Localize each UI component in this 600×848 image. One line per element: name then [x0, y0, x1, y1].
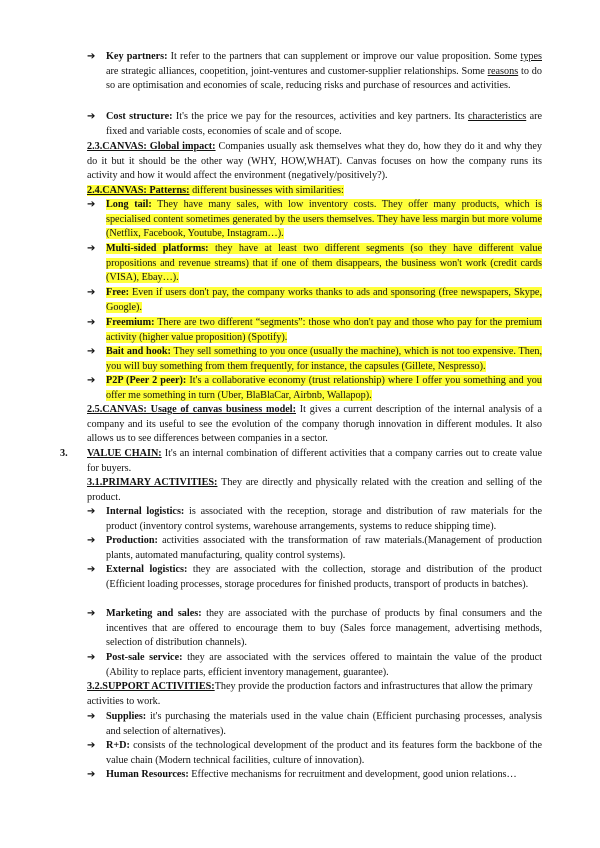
primary-activity-item: Internal logistics: is associated with the reception, storage and distribution of raw materials for the product (inventory control systems, warehouse arrangements, systems to reduce shipping time).: [106, 506, 542, 532]
arrow-bullet-icon: ➔: [87, 652, 96, 663]
activity-term: Human Resources:: [106, 769, 189, 780]
key-partners-term: Key partners:: [106, 51, 168, 62]
primary-activity-item: Post-sale service: they are associated with the services offered to maintain the value of the product (Ability to replace parts, efficient inventory management, guarantee).: [106, 652, 542, 678]
key-partners-item: Key partners: It refer to the partners that can supplement or improve our value proposition. Some types are strategic alliances, coopetition, joint-ventures and customer-supplier relationships. Some reasons to do so are optimisation and economies of scale, reducing risks and purchase of resources and activities.: [106, 51, 542, 92]
arrow-bullet-icon: ➔: [87, 564, 96, 575]
pattern-item: Long tail: They have many sales, with low inventory costs. They offer many products, which is specialised content sometimes generated by the users themselves. They have less margin but more volume (Netflix, Facebook, Youtube, Instagram…).: [106, 199, 542, 240]
support-activity-item: R+D: consists of the technological development of the product and its features form the backbone of the value chain (Modern technical facilities, culture of innovation).: [106, 740, 542, 766]
arrow-bullet-icon: ➔: [87, 608, 96, 619]
arrow-bullet-icon: ➔: [87, 51, 96, 62]
activity-term: Post-sale service:: [106, 652, 183, 663]
cost-structure-item: Cost structure: It's the price we pay for the resources, activities and key partners. Its characteristics are fixed and variable costs, economies of scale and of scope.: [106, 111, 543, 137]
pattern-item: Freemium: There are two different “segments”: those who don't pay and those who pay for the premium activity (higher value proposition) (Spotify).: [106, 317, 542, 343]
section-2-4: 2.4.CANVAS: Patterns: different businesses with similarities:: [87, 185, 344, 196]
primary-activity-item: External logistics: they are associated with the collection, storage and distribution of the product (Efficient loading processes, storage procedures for finished products, transport of products in batches).: [106, 564, 542, 590]
arrow-bullet-icon: ➔: [87, 769, 96, 780]
pattern-item: Free: Even if users don't pay, the company works thanks to ads and sponsoring (free newspapers, Skype, Google).: [106, 287, 542, 313]
section-3-1: 3.1.PRIMARY ACTIVITIES: They are directly and physically related with the creation and selling of the product.: [87, 477, 542, 503]
section-3-2-heading: 3.2.SUPPORT ACTIVITIES:: [87, 681, 215, 692]
pattern-term: Free:: [106, 287, 129, 298]
arrow-bullet-icon: ➔: [87, 535, 96, 546]
pattern-item: Multi-sided platforms: they have at least two different segments (so they have different value propositions and revenue streams) that if one of them disappears, the business won't work (credit cards (VISA), Ebay…).: [106, 243, 542, 284]
pattern-item: P2P (Peer 2 peer): It's a collaborative economy (trust relationship) where I offer you something and you offer me something in turn (Uber, BlaBlaCar, Airbnb, Wallapop).: [106, 375, 542, 401]
section-3-number: 3.: [60, 448, 68, 459]
section-2-5: 2.5.CANVAS: Usage of canvas business model: It gives a current description of the internal analysis of a company and its useful to see the evolution of the company thorugh innovation in different modules. It also allows us to see differences between companies in a sector.: [87, 404, 542, 445]
pattern-term: Multi-sided platforms:: [106, 243, 209, 254]
arrow-bullet-icon: ➔: [87, 740, 96, 751]
support-activity-item: Supplies: it's purchasing the materials used in the value chain (Efficient purchasing processes, analysis and selection of alternatives).: [106, 711, 542, 737]
characteristics-text: characteristics: [467, 111, 527, 122]
types-link-text: types: [520, 51, 542, 62]
arrow-bullet-icon: ➔: [87, 243, 96, 254]
arrow-bullet-icon: ➔: [87, 287, 96, 298]
cost-structure-term: Cost structure:: [106, 111, 173, 122]
arrow-bullet-icon: ➔: [87, 711, 96, 722]
arrow-bullet-icon: ➔: [87, 111, 96, 122]
activity-term: Internal logistics:: [106, 506, 185, 517]
pattern-term: Freemium:: [106, 317, 155, 328]
arrow-bullet-icon: ➔: [87, 317, 96, 328]
activity-term: Marketing and sales:: [106, 608, 202, 619]
primary-activity-item: Production: activities associated with the transformation of raw materials.(Management of production plants, automated manufacturing, quality control systems).: [106, 535, 542, 561]
reasons-link-text: reasons: [487, 65, 519, 77]
arrow-bullet-icon: ➔: [87, 506, 96, 517]
section-3: VALUE CHAIN: It's an internal combination of different activities that a company carries out to create value for buyers.: [87, 448, 542, 474]
section-2-3-heading: 2.3.CANVAS: Global impact:: [87, 141, 216, 152]
pattern-term: Bait and hook:: [106, 346, 171, 357]
arrow-bullet-icon: ➔: [87, 199, 96, 210]
section-3-1-heading: 3.1.PRIMARY ACTIVITIES:: [87, 477, 218, 488]
section-3-2: 3.2.SUPPORT ACTIVITIES:They provide the production factors and infrastructures that allow the primary activities to work.: [87, 681, 533, 707]
activity-term: Production:: [106, 535, 158, 546]
support-activity-item: Human Resources: Effective mechanisms for recruitment and development, good union relations…: [106, 769, 517, 780]
pattern-term: P2P (Peer 2 peer):: [106, 375, 187, 386]
section-2-5-heading: 2.5.CANVAS: Usage of canvas business model:: [87, 404, 296, 415]
section-2-4-heading: 2.4.CANVAS: Patterns:: [87, 185, 190, 196]
pattern-term: Long tail:: [106, 199, 152, 210]
section-2-3: 2.3.CANVAS: Global impact: Companies usually ask themselves what they do, how they do it and why they do it but it should be the other way (WHY, HOW,WHAT). Canvas focuses on how the company runs its activity and how it would affect the environment (negatively/positively?).: [87, 141, 542, 182]
arrow-bullet-icon: ➔: [87, 375, 96, 386]
section-3-heading: VALUE CHAIN:: [87, 448, 162, 459]
arrow-bullet-icon: ➔: [87, 346, 96, 357]
activity-term: External logistics:: [106, 564, 188, 575]
pattern-item: Bait and hook: They sell something to you once (usually the machine), which is not too expensive. Then, you will buy something from them frequently, for instance, the capsules (Gillete, Nespresso).: [106, 346, 542, 372]
activity-term: R+D:: [106, 740, 130, 751]
activity-term: Supplies:: [106, 711, 147, 722]
primary-activity-item: Marketing and sales: they are associated with the purchase of products by final consumers and the incentives that are offered to encourage them to buy (Sales force management, advertising methods, selection of distribution channels).: [106, 608, 542, 649]
